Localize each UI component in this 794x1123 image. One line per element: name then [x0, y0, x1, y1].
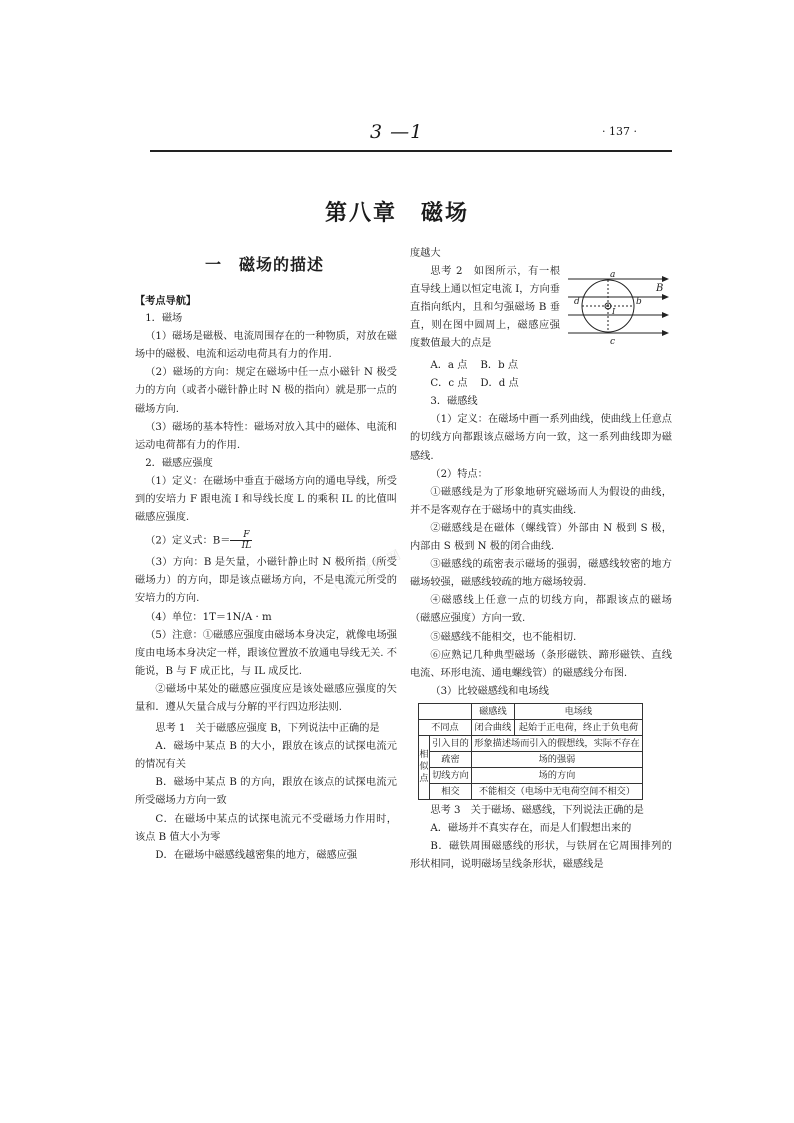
table-cell: 引入目的 — [430, 735, 472, 751]
table-row — [419, 719, 643, 735]
arrow-head — [662, 294, 669, 300]
chapter-title: 第八章 磁场 — [324, 200, 469, 226]
option-b: B．b 点 — [480, 360, 519, 372]
paragraph: （3）比较磁感线和电场线 — [430, 685, 549, 697]
label-I: I — [612, 307, 616, 317]
paragraph: （4）单位：1T＝1N/A · m — [145, 611, 272, 623]
page-number: · 137 · — [602, 125, 637, 138]
table-row — [419, 703, 643, 719]
paragraph: （2）磁场的方向：规定在磁场中任一点小磁针 N 极受力的方向（或者小磁针静止时 N 极的指向）就是那一点的磁场方向. — [135, 367, 397, 415]
list-item: ①磁感线是为了形象地研究磁场而人为假设的曲线，并不是客观存在于磁场中的真实曲线. — [410, 486, 672, 516]
table-cell: 疏密 — [430, 751, 472, 767]
table-header: 电场线 — [514, 703, 642, 719]
list-item: ⑤磁感线不能相交，也不能相切. — [430, 631, 577, 643]
table-cell: 不同点 — [419, 719, 472, 735]
comparison-table — [418, 703, 643, 800]
label-d: d — [574, 297, 580, 308]
list-item: ⑥应熟记几种典型磁场（条形磁铁、蹄形磁铁、直线电流、环形电流、通电螺线管）的磁感线分布图. — [410, 649, 672, 679]
paragraph-continued: 度越大 — [410, 248, 441, 259]
paragraph: （5）注意：①磁感应强度由磁场本身决定，就像电场强度由电场本身决定一样，跟该位置放不放通电导线无关. 不能说，B 与 F 成正比，与 IL 成反比. — [135, 629, 397, 677]
table-header: 磁感线 — [471, 703, 514, 719]
label-c: c — [610, 337, 616, 348]
formula-line — [135, 530, 397, 551]
option-d: D．d 点 — [480, 378, 519, 390]
option-a: A．a 点 — [430, 360, 468, 372]
list-item: ③磁感线的疏密表示磁场的强弱，磁感线较密的地方磁场较强，磁感线较疏的地方磁场较弱. — [410, 559, 672, 589]
question-2-block — [410, 263, 672, 371]
table-cell: 形象描述场而引入的假想线，实际不存在 — [471, 735, 642, 751]
fraction — [230, 530, 252, 551]
paragraph: （1）定义：在磁场中画一系列曲线，使曲线上任意点的切线方向都跟该点磁场方向一致，这一系列曲线即为磁感线. — [410, 414, 672, 462]
formula-prefix: （2）定义式：B＝ — [145, 535, 231, 547]
arrow-head — [662, 312, 669, 318]
label-b: b — [636, 297, 642, 308]
list-item: ④磁感线上任意一点的切线方向，都跟该点的磁场（磁感应强度）方向一致. — [410, 595, 672, 625]
table-cell — [419, 703, 472, 719]
table-row — [419, 751, 643, 767]
question-option: A．磁场并不真实存在，而是人们假想出来的 — [430, 822, 632, 834]
fraction-numerator: F — [230, 530, 252, 541]
table-row — [419, 767, 643, 783]
arrow-head — [662, 330, 669, 336]
table-row — [419, 783, 643, 799]
table-cell-vertical: 相似点 — [419, 735, 430, 799]
guide-label: 【考点导航】 — [135, 295, 197, 307]
wire-center-dot — [607, 305, 609, 307]
header-rule — [150, 150, 672, 152]
list-item: ②磁感线是在磁体（螺线管）外部由 N 极到 S 极，内部由 S 极到 N 极的闭合曲线. — [410, 522, 672, 553]
subsection-title: 2．磁感应强度 — [145, 457, 213, 469]
question-stem: 思考 2 如图所示，有一根直导线上通以恒定电流 I，方向垂直指向纸内，且和匀强磁场 B 垂直，则在图中圆周上，磁感应强度数值最大的点是 — [410, 266, 560, 350]
options-row — [410, 375, 672, 393]
arrow-head — [662, 276, 669, 282]
table-cell: 闭合曲线 — [471, 719, 514, 735]
paragraph: （1）定义：在磁场中垂直于磁场方向的通电导线，所受到的安培力 F 跟电流 I 和导线长度 L 的乘积 IL 的比值叫磁感应强度. — [135, 475, 397, 524]
table-cell: 场的强弱 — [471, 751, 642, 767]
watermark: 中学学科网 — [331, 547, 406, 596]
paragraph: ②磁场中某处的磁感应强度应是该处磁感应强度的矢量和．遵从矢量合成与分解的平行四边形法则. — [135, 683, 397, 713]
table-cell: 起始于正电荷，终止于负电荷 — [514, 719, 642, 735]
question-stem: 思考 3 关于磁场、磁感线，下列说法正确的是 — [430, 804, 644, 816]
running-header-left: 3 —1 — [370, 121, 424, 143]
question-option: C．在磁场中某点的试探电流元不受磁场力作用时，该点 B 值大小为零 — [135, 813, 397, 843]
question-option: A．磁场中某点 B 的大小，跟放在该点的试探电流元的情况有关 — [135, 741, 397, 771]
right-column — [410, 245, 672, 874]
label-a: a — [610, 270, 616, 281]
magnetic-field-figure — [566, 265, 672, 351]
table-row — [419, 735, 643, 751]
paragraph: （1）磁场是磁极、电流周围存在的一种物质，对放在磁场中的磁极、电流和运动电荷具有力的作用. — [135, 331, 397, 361]
question-option: B．磁场中某点 B 的方向，跟放在该点的试探电流元所受磁场力方向一致 — [135, 777, 397, 807]
question-option: B．磁铁周围磁感线的形状，与铁屑在它周围排列的形状相同，说明磁场呈线条形状，磁感线是 — [410, 841, 672, 871]
paragraph: （3）磁场的基本特性：磁场对放入其中的磁体、电流和运动电荷都有力的作用. — [135, 421, 397, 451]
left-column — [135, 292, 397, 865]
table-cell: 不能相交（电场中无电荷空间不相交） — [471, 783, 642, 799]
paragraph: （2）特点： — [430, 468, 488, 480]
section-title: 一 磁场的描述 — [205, 255, 325, 274]
fraction-denominator: IL — [241, 541, 252, 552]
subsection-title: 3．磁感线 — [430, 396, 478, 408]
paragraph: （3）方向：B 是矢量，小磁针静止时 N 极所指（所受磁场力）的方向，即是该点磁场方向，不是电流元所受的安培力的方向. — [135, 557, 397, 605]
label-B: B — [656, 283, 664, 295]
table-cell: 场的方向 — [471, 767, 642, 783]
question-option: D．在磁场中磁感线越密集的地方，磁感应强 — [155, 849, 358, 861]
question-stem: 思考 1 关于磁感应强度 B，下列说法中正确的是 — [155, 723, 380, 735]
subsection-title: 1．磁场 — [145, 313, 183, 325]
table-cell: 切线方向 — [430, 767, 472, 783]
table-cell: 相交 — [430, 783, 472, 799]
option-c: C．c 点 — [430, 378, 468, 390]
